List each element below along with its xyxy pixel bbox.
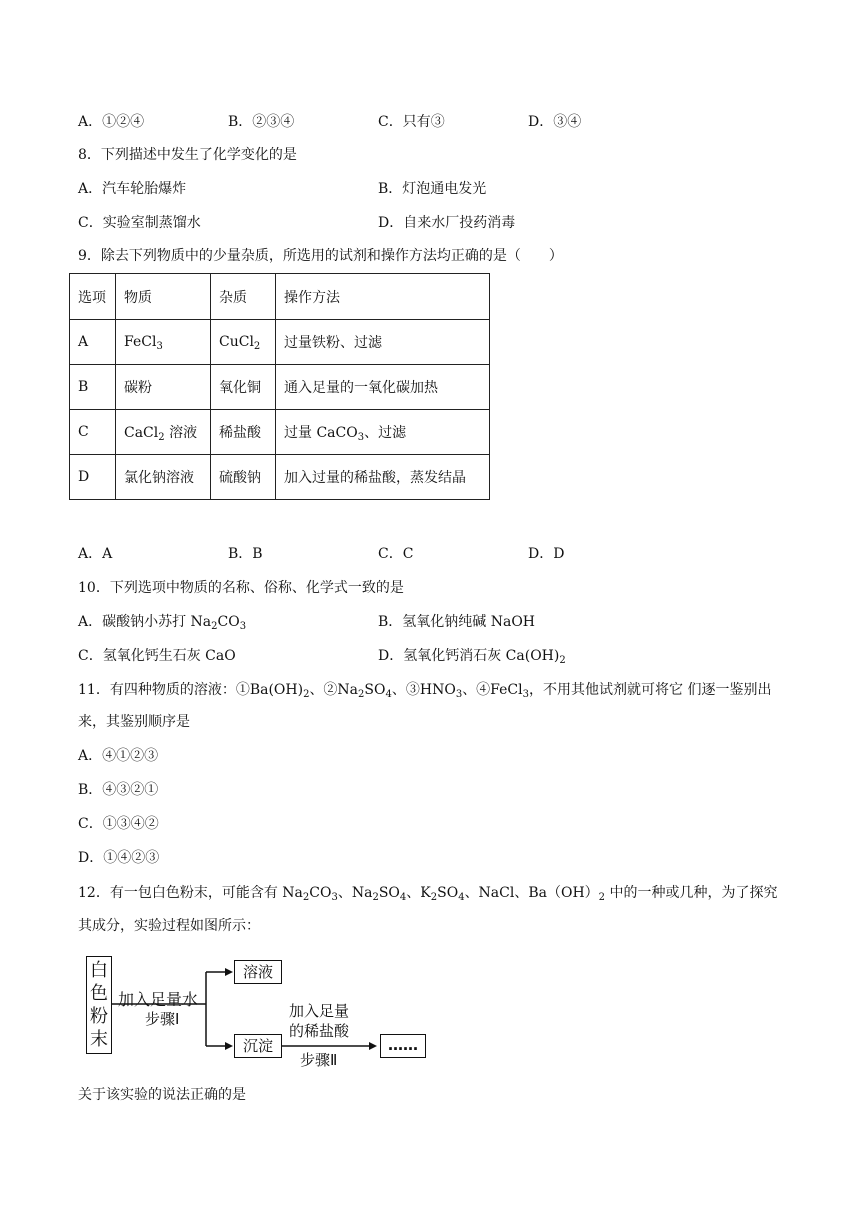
table-cell: FeCl$_3$ — [116, 320, 211, 365]
table-cell: A — [70, 320, 116, 365]
q11-option-a: A．④①②③ — [78, 748, 159, 764]
step1-label: 步骤Ⅰ — [145, 1010, 180, 1028]
table-cell: D — [70, 455, 116, 500]
header-cell: 物质 — [116, 274, 211, 320]
q8-option-b: B．灯泡通电发光 — [378, 181, 487, 197]
q10-option-b: B．氢氧化钠纯碱 NaOH — [378, 614, 536, 630]
table-cell: 氯化钠溶液 — [116, 455, 211, 500]
table-cell: 过量铁粉、过滤 — [276, 320, 490, 365]
table-cell: 硫酸钠 — [211, 455, 276, 500]
q10-option-c: C．氢氧化钙生石灰 CaO — [78, 648, 236, 664]
table-cell: 碳粉 — [116, 365, 211, 410]
q12-stem-line2: 其成分，实验过程如图所示： — [78, 918, 260, 934]
precipitate-box — [234, 1034, 282, 1058]
q8-stem: 8．下列描述中发生了化学变化的是 — [78, 147, 297, 163]
q8-option-d: D．自来水厂投药消毒 — [378, 215, 516, 231]
table-cell: 加入过量的稀盐酸，蒸发结晶 — [276, 455, 490, 500]
table-cell: CuCl$_2$ — [211, 320, 276, 365]
q9-option-a: A．A — [78, 546, 113, 562]
q8-option-c: C．实验室制蒸馏水 — [78, 215, 201, 231]
q11-option-b: B．④③②① — [78, 782, 159, 798]
step2-label: 步骤Ⅱ — [300, 1051, 338, 1069]
q7-option-a: A．①②④ — [78, 114, 145, 130]
result-label: …… — [388, 1036, 418, 1054]
q11-option-d: D．①④②③ — [78, 850, 160, 866]
header-cell: 选项 — [70, 274, 116, 320]
table-cell: B — [70, 365, 116, 410]
q11-stem-line2: 来，其鉴别顺序是 — [78, 714, 190, 730]
step2-reagent-line1: 加入足量 — [289, 1002, 350, 1020]
table-cell: 氧化铜 — [211, 365, 276, 410]
solution-box — [234, 960, 282, 984]
q11-stem-line1: 11．有四种物质的溶液：$①Ba(OH)_2$、$②Na_2SO_4$、$③HNO_3$、④FeCl$_3$，不用其他试剂就可将它 们逐一鉴别出 — [78, 682, 772, 700]
q8-option-a: A．汽车轮胎爆炸 — [78, 181, 187, 197]
q10-option-d: D．氢氧化钙消石灰 $Ca(OH)_2$ — [378, 648, 566, 666]
q10-option-a: A．碳酸钠小苏打 $Na_2CO_3$ — [78, 614, 247, 632]
q9-option-c: C．C — [378, 546, 414, 562]
table-cell: 通入足量的一氧化碳加热 — [276, 365, 490, 410]
header-cell: 操作方法 — [276, 274, 490, 320]
table-cell: C — [70, 410, 116, 455]
q7-option-c: C．只有③ — [378, 114, 445, 130]
table-cell: 稀盐酸 — [211, 410, 276, 455]
q7-option-d: D．③④ — [528, 114, 582, 130]
table-cell: 过量 CaCO$_3$、过滤 — [276, 410, 490, 455]
precipitate-label: 沉淀 — [242, 1037, 273, 1055]
q9-stem: 9．除去下列物质中的少量杂质，所选用的试剂和操作方法均正确的是（ ） — [78, 248, 563, 264]
q7-option-b: B．②③④ — [228, 114, 295, 130]
q9-option-d: D．D — [528, 546, 565, 562]
q12-stem-line1: 12．有一包白色粉末，可能含有 $Na_2CO_3$、$Na_2SO_4$、$K_2SO_4$、NaCl、$Ba(OH)_2$ 中的一种或几种，为了探究 — [78, 885, 778, 903]
solution-label: 溶液 — [242, 963, 273, 981]
q12-followup: 关于该实验的说法正确的是 — [78, 1087, 246, 1103]
result-box — [380, 1034, 426, 1058]
step1-reagent-label: 加入足量水 — [118, 990, 199, 1009]
table-cell: CaCl$_2$ 溶液 — [116, 410, 211, 455]
step2-reagent-line2: 的稀盐酸 — [289, 1022, 350, 1040]
white-powder-label: 白 色 粉 末 — [90, 960, 108, 1050]
q9-option-b: B．B — [228, 546, 263, 562]
header-cell: 杂质 — [211, 274, 276, 320]
q11-option-c: C．①③④② — [78, 816, 159, 832]
q10-stem: 10．下列选项中物质的名称、俗称、化学式一致的是 — [78, 580, 404, 596]
